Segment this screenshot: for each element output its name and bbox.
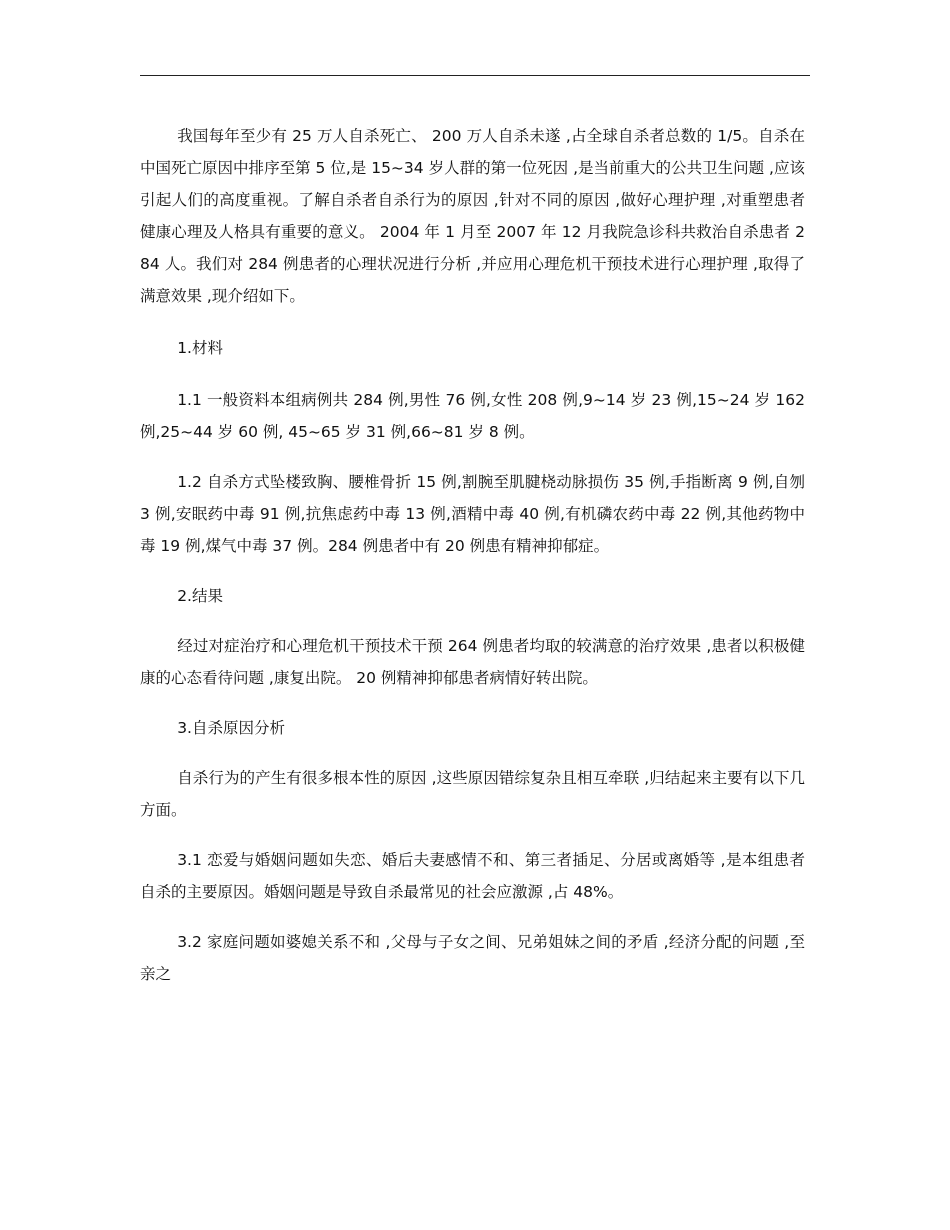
section-3-paragraph: 自杀行为的产生有很多根本性的原因 ,这些原因错综复杂且相互牵联 ,归结起来主要有以下几方面。 (140, 769, 805, 819)
section-3-heading: 3.自杀原因分析 (177, 719, 285, 737)
intro-paragraph: 我国每年至少有 25 万人自杀死亡、 200 万人自杀未遂 ,占全球自杀者总数的 1/5。自杀在中国死亡原因中排序至第 5 位,是 15~34 岁人群的第一位死因 ,是当前重大的公共卫生问题 ,应该引起人们的高度重视。了解自杀者自杀行为的原因 ,针对不同的原因 ,做好心理护理 ,对重塑患者健康心理及人格具有重要的意义。 2004 年 1 月至 2007 年 12 月我院急诊科共救治自杀患者 284 人。我们对 284 例患者的心理状况进行分析 ,并应用心理危机干预技术进行心理护理 ,取得了满意效果 ,现介绍如下。 (140, 127, 805, 305)
section-1-heading: 1.材料 (177, 339, 223, 357)
section-2-paragraph: 经过对症治疗和心理危机干预技术干预 264 例患者均取的较满意的治疗效果 ,患者以积极健康的心态看待问题 ,康复出院。 20 例精神抑郁患者病情好转出院。 (140, 637, 805, 687)
section-1-2-paragraph: 1.2 自杀方式坠楼致胸、腰椎骨折 15 例,割腕至肌腱桡动脉损伤 35 例,手指断离 9 例,自刎 3 例,安眠药中毒 91 例,抗焦虑药中毒 13 例,酒精中毒 40 例,有机磷农药中毒 22 例,其他药物中毒 19 例,煤气中毒 37 例。284 例患者中有 20 例患有精神抑郁症。 (140, 473, 805, 555)
section-3-1-paragraph: 3.1 恋爱与婚姻问题如失恋、婚后夫妻感情不和、第三者插足、分居或离婚等 ,是本组患者自杀的主要原因。婚姻问题是导致自杀最常见的社会应激源 ,占 48%。 (140, 851, 805, 901)
section-3-2-paragraph: 3.2 家庭问题如婆媳关系不和 ,父母与子女之间、兄弟姐妹之间的矛盾 ,经济分配的问题 ,至亲之 (140, 933, 805, 983)
header-rule (140, 75, 810, 76)
section-1-1-paragraph: 1.1 一般资料本组病例共 284 例,男性 76 例,女性 208 例,9~14 岁 23 例,15~24 岁 162 例,25~44 岁 60 例, 45~65 岁 31 例,66~81 岁 8 例。 (140, 391, 805, 441)
document-body (140, 120, 805, 990)
section-2-heading: 2.结果 (177, 587, 223, 605)
